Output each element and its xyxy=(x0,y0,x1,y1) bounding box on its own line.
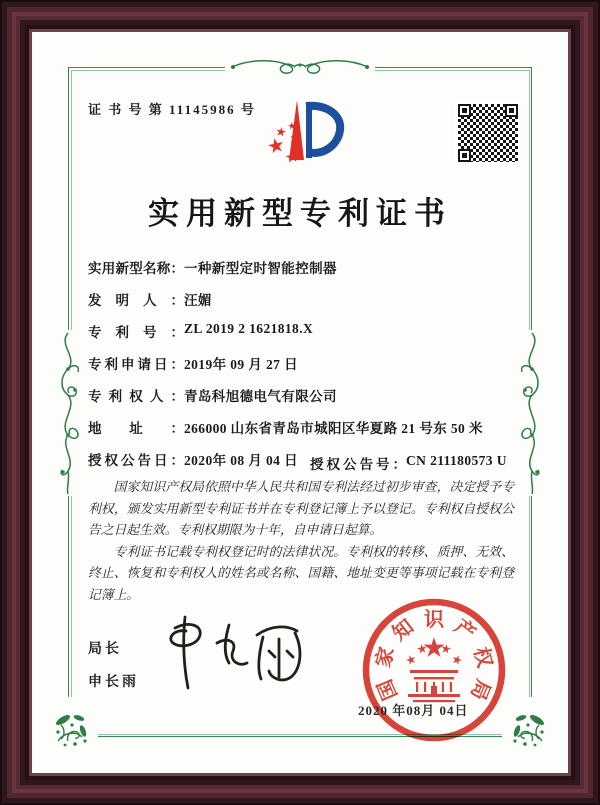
qr-finder-bottom-left xyxy=(458,149,471,162)
official-seal-icon xyxy=(356,592,512,748)
qr-code xyxy=(455,101,521,165)
field-value: ZL 2019 2 1621818.X xyxy=(184,321,314,336)
right-vine-ornament-icon xyxy=(515,331,549,495)
bottom-right-floral-icon xyxy=(510,711,548,749)
field-value: 汪媚 xyxy=(184,293,212,308)
field-label: 授权公告日： xyxy=(88,453,184,468)
field-value: 青岛科旭德电气有限公司 xyxy=(184,389,337,404)
field-grant-no xyxy=(310,453,507,473)
field-label: 专利权人： xyxy=(88,389,184,404)
field-row-inventor xyxy=(88,289,518,309)
certificate-fields xyxy=(88,257,518,481)
svg-text:家: 家 xyxy=(372,644,399,670)
svg-text:国: 国 xyxy=(373,676,403,704)
left-vine-ornament-icon xyxy=(51,331,85,495)
cnipa-logo-icon xyxy=(250,96,350,168)
legal-text xyxy=(88,477,514,606)
field-value: 266000 山东省青岛市城阳区华夏路 21 号东 50 米 xyxy=(184,421,483,436)
bottom-left-floral-icon xyxy=(52,711,90,749)
field-label: 专利号： xyxy=(88,325,184,340)
field-row-filing-date xyxy=(88,353,518,373)
certificate-title: 实用新型专利证书 xyxy=(148,196,452,231)
svg-text:局: 局 xyxy=(465,676,495,704)
director-name: 申长雨 xyxy=(88,675,139,690)
seal-date: 2020 年08月 04日 xyxy=(358,703,469,718)
field-grant-date xyxy=(88,449,310,469)
director-title: 局长 xyxy=(88,642,122,657)
certificate-number: 证 书 号 第 11145986 号 xyxy=(88,102,256,117)
field-row-address xyxy=(88,417,518,437)
svg-text:产: 产 xyxy=(449,615,480,646)
field-value: CN 211180573 U xyxy=(406,453,507,468)
field-row-patentee xyxy=(88,385,518,405)
field-value: 2019年 09 月 27 日 xyxy=(184,357,298,372)
field-label: 专利申请日： xyxy=(88,357,184,372)
field-row-grant xyxy=(88,449,518,472)
field-label: 授权公告号： xyxy=(310,457,406,472)
director-block xyxy=(88,638,139,704)
field-row-patent-no xyxy=(88,321,518,341)
top-scroll-ornament-icon xyxy=(228,56,372,78)
legal-paragraph-2: 专利证书记载专利权登记时的法律状况。专利权的转移、质押、无效、终止、恢复和专利权人的姓名或名称、国籍、地址变更等事项记载在专利登记簿上。 xyxy=(88,544,514,602)
svg-text:识: 识 xyxy=(424,609,444,631)
field-row-name xyxy=(88,257,518,277)
svg-text:知: 知 xyxy=(388,615,419,646)
director-signature-icon xyxy=(145,612,320,697)
field-label: 实用新型名称： xyxy=(88,261,184,276)
qr-modules xyxy=(458,104,518,162)
qr-finder-top-right xyxy=(505,104,518,117)
field-label: 发明人： xyxy=(88,293,184,308)
legal-paragraph-1: 国家知识产权局依照中华人民共和国专利法经过初步审查，决定授予专利权，颁发实用新型专利证书并在专利登记簿上予以登记。专利权自授权公告之日起生效。专利权期限为十年，自申请日起算。 xyxy=(88,480,514,537)
field-label: 地址： xyxy=(88,421,184,436)
qr-finder-top-left xyxy=(458,104,471,117)
field-value: 2020年 08 月 04 日 xyxy=(184,453,298,468)
svg-text:权: 权 xyxy=(469,644,496,670)
field-value: 一种新型定时智能控制器 xyxy=(184,261,337,276)
